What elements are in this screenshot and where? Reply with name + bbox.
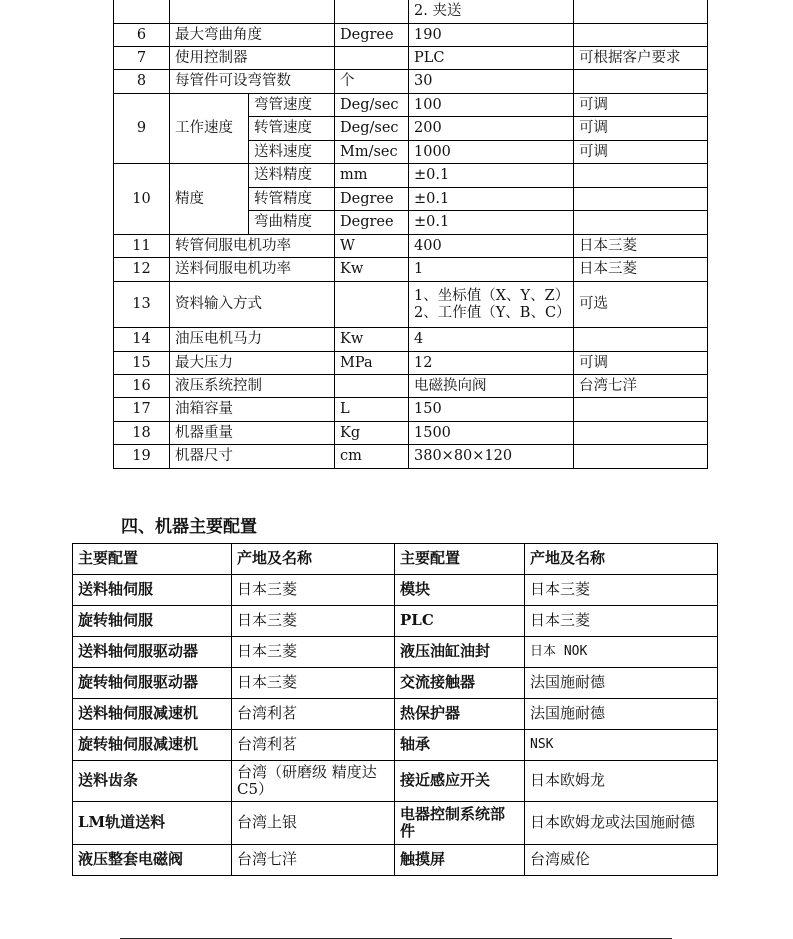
config-origin: 法国施耐德 <box>525 668 718 699</box>
table-row <box>73 668 718 699</box>
config-item: 电器控制系统部件 <box>395 802 525 845</box>
spec-item: 精度 <box>170 164 249 235</box>
spec-unit: Mm/sec <box>335 141 409 164</box>
config-item: 模块 <box>395 575 525 606</box>
table-row <box>73 761 718 802</box>
spec-subitem: 弯管速度 <box>249 94 335 117</box>
config-item: 旋转轴伺服 <box>73 606 232 637</box>
config-origin: 日本欧姆龙 <box>525 761 718 802</box>
spec-unit: Degree <box>335 211 409 235</box>
spec-value: ±0.1 <box>409 188 574 211</box>
spec-unit: L <box>335 398 409 422</box>
config-origin: 日本欧姆龙或法国施耐德 <box>525 802 718 845</box>
config-origin: 法国施耐德 <box>525 699 718 730</box>
spec-no: 19 <box>114 445 170 469</box>
spec-unit <box>335 375 409 398</box>
spec-unit: Deg/sec <box>335 94 409 117</box>
table-row <box>114 398 708 422</box>
spec-unit: Kw <box>335 328 409 352</box>
spec-no: 12 <box>114 258 170 282</box>
spec-unit: cm <box>335 445 409 469</box>
column-header: 产地及名称 <box>525 544 718 575</box>
spec-item: 使用控制器 <box>170 47 335 70</box>
config-origin: 日本三菱 <box>232 575 395 606</box>
column-header: 主要配置 <box>73 544 232 575</box>
table-row <box>73 699 718 730</box>
spec-item: 每管件可设弯管数 <box>170 70 335 94</box>
config-item: 液压油缸油封 <box>395 637 525 668</box>
spec-subitem: 转管精度 <box>249 188 335 211</box>
spec-value: 100 <box>409 94 574 117</box>
table-row <box>73 845 718 876</box>
table-row <box>114 235 708 258</box>
spec-note <box>574 211 708 235</box>
spec-no: 17 <box>114 398 170 422</box>
spec-subitem: 转管速度 <box>249 117 335 141</box>
spec-table <box>113 0 708 469</box>
spec-subitem: 弯曲精度 <box>249 211 335 235</box>
spec-note: 可调 <box>574 141 708 164</box>
table-row <box>73 802 718 845</box>
table-row <box>114 282 708 328</box>
spec-value: 1000 <box>409 141 574 164</box>
spec-unit <box>335 282 409 328</box>
spec-no: 9 <box>114 94 170 164</box>
config-item: 轴承 <box>395 730 525 761</box>
table-row <box>114 164 708 188</box>
config-table <box>72 543 718 876</box>
spec-no: 10 <box>114 164 170 235</box>
config-item: 旋转轴伺服减速机 <box>73 730 232 761</box>
spec-unit <box>335 47 409 70</box>
table-row <box>114 24 708 47</box>
spec-unit: Kg <box>335 422 409 445</box>
table-row <box>73 606 718 637</box>
config-item: 送料齿条 <box>73 761 232 802</box>
spec-no: 14 <box>114 328 170 352</box>
spec-item: 资料输入方式 <box>170 282 335 328</box>
spec-note <box>574 398 708 422</box>
spec-no: 8 <box>114 70 170 94</box>
spec-no: 13 <box>114 282 170 328</box>
table-row <box>114 258 708 282</box>
config-item: 交流接触器 <box>395 668 525 699</box>
spec-note <box>574 164 708 188</box>
spec-value <box>409 282 574 328</box>
config-origin: 日本三菱 <box>232 668 395 699</box>
spec-unit: Degree <box>335 188 409 211</box>
spec-note: 日本三菱 <box>574 235 708 258</box>
spec-value: 150 <box>409 398 574 422</box>
spec-unit: Kw <box>335 258 409 282</box>
spec-item: 送料伺服电机功率 <box>170 258 335 282</box>
config-origin: 台湾利茗 <box>232 730 395 761</box>
spec-unit: W <box>335 235 409 258</box>
spec-no: 11 <box>114 235 170 258</box>
spec-no: 6 <box>114 24 170 47</box>
config-item: LM轨道送料 <box>73 802 232 845</box>
spec-item: 工作速度 <box>170 94 249 164</box>
spec-value: 190 <box>409 24 574 47</box>
table-header-row <box>73 544 718 575</box>
config-origin: 台湾上银 <box>232 802 395 845</box>
config-item: 触摸屏 <box>395 845 525 876</box>
table-row <box>114 352 708 375</box>
spec-no: 15 <box>114 352 170 375</box>
config-origin: 台湾七洋 <box>232 845 395 876</box>
config-origin: 日本三菱 <box>232 637 395 668</box>
spec-item: 机器重量 <box>170 422 335 445</box>
spec-note: 可调 <box>574 117 708 141</box>
spec-note: 台湾七洋 <box>574 375 708 398</box>
spec-note: 日本三菱 <box>574 258 708 282</box>
config-item: PLC <box>395 606 525 637</box>
spec-value: 30 <box>409 70 574 94</box>
spec-subitem: 送料速度 <box>249 141 335 164</box>
table-row <box>73 575 718 606</box>
spec-item: 油箱容量 <box>170 398 335 422</box>
table-row <box>73 637 718 668</box>
config-origin: 台湾利茗 <box>232 699 395 730</box>
table-row <box>114 422 708 445</box>
spec-note: 可调 <box>574 94 708 117</box>
spec-value: 400 <box>409 235 574 258</box>
table-row <box>114 328 708 352</box>
spec-value: 12 <box>409 352 574 375</box>
spec-item: 转管伺服电机功率 <box>170 235 335 258</box>
spec-value: PLC <box>409 47 574 70</box>
spec-no: 7 <box>114 47 170 70</box>
spec-note <box>574 188 708 211</box>
spec-value: ±0.1 <box>409 164 574 188</box>
spec-no: 18 <box>114 422 170 445</box>
spec-subitem: 送料精度 <box>249 164 335 188</box>
spec-value: 380×80×120 <box>409 445 574 469</box>
spec-item: 最大压力 <box>170 352 335 375</box>
spec-item: 油压电机马力 <box>170 328 335 352</box>
spec-value-line: 1、坐标值（X、Y、Z） <box>414 287 570 304</box>
spec-item: 机器尺寸 <box>170 445 335 469</box>
spec-note <box>574 24 708 47</box>
spec-note <box>574 70 708 94</box>
table-row <box>114 375 708 398</box>
table-row <box>73 730 718 761</box>
spec-note: 可根据客户要求 <box>574 47 708 70</box>
table-row <box>114 445 708 469</box>
column-header: 主要配置 <box>395 544 525 575</box>
spec-unit: 个 <box>335 70 409 94</box>
config-item: 送料轴伺服 <box>73 575 232 606</box>
spec-note: 可调 <box>574 352 708 375</box>
config-item: 旋转轴伺服驱动器 <box>73 668 232 699</box>
table-row <box>114 70 708 94</box>
table-row <box>114 94 708 117</box>
spec-value: 1 <box>409 258 574 282</box>
spec-value: ±0.1 <box>409 211 574 235</box>
spec-value-line: 2、工作值（Y、B、C） <box>414 304 571 321</box>
config-item: 送料轴伺服减速机 <box>73 699 232 730</box>
spec-unit: MPa <box>335 352 409 375</box>
spec-unit: Degree <box>335 24 409 47</box>
spec-note <box>574 328 708 352</box>
config-origin: 日本 NOK <box>525 637 718 668</box>
spec-value: 1500 <box>409 422 574 445</box>
table-row <box>114 47 708 70</box>
spec-note <box>574 422 708 445</box>
config-item: 热保护器 <box>395 699 525 730</box>
config-item: 接近感应开关 <box>395 761 525 802</box>
spec-note: 可选 <box>574 282 708 328</box>
spec-value: 2. 夹送 <box>409 0 574 24</box>
config-origin: 日本三菱 <box>232 606 395 637</box>
spec-note <box>574 445 708 469</box>
spec-value: 4 <box>409 328 574 352</box>
section-title: 四、机器主要配置 <box>121 517 257 537</box>
spec-value: 电磁换向阀 <box>409 375 574 398</box>
config-item: 液压整套电磁阀 <box>73 845 232 876</box>
spec-no: 16 <box>114 375 170 398</box>
spec-item: 最大弯曲角度 <box>170 24 335 47</box>
table-row <box>114 0 708 24</box>
spec-unit: mm <box>335 164 409 188</box>
spec-item: 液压系统控制 <box>170 375 335 398</box>
config-item: 送料轴伺服驱动器 <box>73 637 232 668</box>
spec-unit: Deg/sec <box>335 117 409 141</box>
config-origin: NSK <box>525 730 718 761</box>
config-origin: 台湾威伦 <box>525 845 718 876</box>
config-origin: 日本三菱 <box>525 575 718 606</box>
column-header: 产地及名称 <box>232 544 395 575</box>
config-origin: 日本三菱 <box>525 606 718 637</box>
config-origin: 台湾（研磨级 精度达C5） <box>232 761 395 802</box>
spec-value: 200 <box>409 117 574 141</box>
